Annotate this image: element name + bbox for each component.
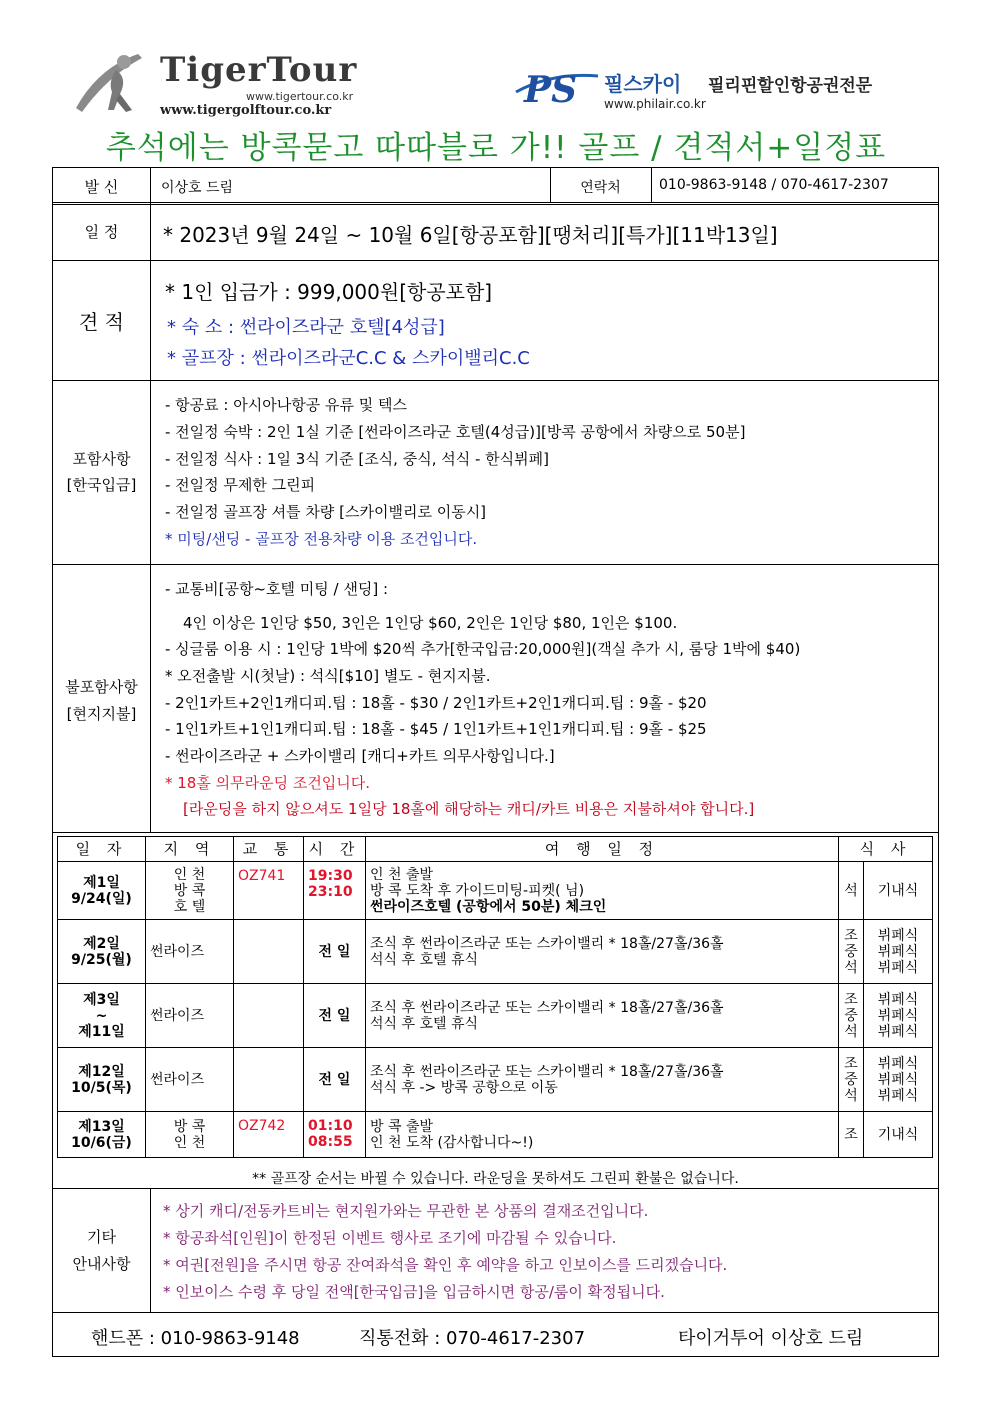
row-day: 제2일: [83, 935, 120, 952]
row-meal: 기내식: [864, 862, 933, 920]
excluded-item: 4인 이상은 1인당 $50, 3인은 1인당 $60, 2인은 1인당 $80, 1인은 $100.: [183, 614, 678, 632]
excluded-item: - 교통비[공항~호텔 미팅 / 샌딩] :: [165, 580, 389, 598]
excluded-item: - 싱글룸 이용 시 : 1인당 1박에 $20씩 추가[한국입금:20,000원](객실 추가 시, 룸당 1박에 $40): [165, 640, 801, 658]
row-date: 9/24(일): [71, 890, 132, 907]
tigergolftour-url: www.tigergolftour.co.kr: [160, 103, 332, 118]
contact-value: 010-9863-9148 / 070-4617-2307: [659, 177, 889, 193]
other-sublabel: 안내사항: [72, 1255, 131, 1273]
itinerary-header-row: [58, 837, 933, 862]
sender-label: 발 신: [84, 178, 119, 196]
row-region: 인 천: [173, 866, 206, 883]
row-plan: 방 콕 도착 후 가이드미팅-피켓( 님): [370, 882, 585, 899]
row-date: 10/6(금): [71, 1134, 132, 1151]
row-tilde: ~: [95, 1007, 108, 1024]
row-region: 호 텔: [173, 898, 206, 915]
row-plan: 인 천 도착 (감사합니다~!): [370, 1134, 534, 1151]
row-meal: 뷔페식: [877, 959, 919, 976]
excluded-item: - 썬라이즈라군 + 스카이밸리 [캐디+카트 의무사항입니다.]: [165, 747, 555, 765]
row-meal-label: 석: [844, 1023, 858, 1040]
quote-golf: * 골프장 : 썬라이즈라군C.C & 스카이밸리C.C: [167, 348, 530, 369]
excluded-label: 불포함사항: [65, 678, 138, 696]
header-region: 지 역: [146, 837, 234, 862]
row-time: 19:30: [308, 868, 353, 884]
row-day: 제13일: [78, 1118, 125, 1135]
row-region: 썬라이즈: [146, 920, 234, 984]
row-plan: 석식 후 호텔 휴식: [370, 1015, 479, 1032]
row-region: 썬라이즈: [146, 984, 234, 1048]
row-plan: 석식 후 -> 방콕 공항으로 이동: [370, 1079, 558, 1096]
row-meal-label: 조: [839, 1112, 864, 1158]
row-plan: 조식 후 썬라이즈라군 또는 스카이밸리 * 18홀/27홀/36홀: [370, 1063, 724, 1080]
row-region: 썬라이즈: [146, 1048, 234, 1112]
row-meal: 뷔페식: [877, 943, 919, 960]
ps-logo-icon: [512, 62, 602, 112]
row-plan: 조식 후 썬라이즈라군 또는 스카이밸리 * 18홀/27홀/36홀: [370, 935, 724, 952]
included-label: 포함사항: [72, 450, 131, 468]
row-region: 방 콕: [173, 882, 206, 899]
philsky-url: www.philair.co.kr: [604, 97, 706, 111]
philsky-brand: 필스카이: [604, 72, 682, 96]
tigertour-name: TigerTour: [160, 50, 358, 90]
ps-mark-text: PS: [524, 69, 578, 111]
row-flight: OZ741: [234, 862, 304, 920]
row-plan: 방 콕 출발: [370, 1118, 433, 1135]
excluded-item: - 1인1카트+1인1캐디피.팁 : 18홀 - $45 / 1인1카트+1인1캐디피.팁 : 9홀 - $25: [165, 720, 707, 738]
row-meal: 뷔페식: [877, 1055, 919, 1072]
row-meal-label: 중: [844, 1071, 858, 1088]
row-meal: 뷔페식: [877, 1087, 919, 1104]
table-row: [58, 1048, 933, 1112]
header-time: 시 간: [304, 837, 366, 862]
row-meal-label: 조: [844, 1055, 858, 1072]
other-item: * 여권[전원]을 주시면 항공 잔여좌석을 확인 후 예약을 하고 인보이스를 드리겠습니다.: [163, 1256, 728, 1274]
contact-label: 연락처: [580, 180, 621, 196]
header-day: 일 자: [58, 837, 146, 862]
row-meal-label: 중: [844, 1007, 858, 1024]
row-meal: 뷔페식: [877, 1023, 919, 1040]
footer-direct: 직통전화 : 070-4617-2307: [359, 1328, 586, 1349]
row-meal-label: 석: [844, 1087, 858, 1104]
row-date: 9/25(월): [71, 951, 132, 968]
page-title: 추석에는 방콕묻고 따따블로 가!! 골프 / 견적서+일정표: [105, 130, 887, 166]
row-plan: 썬라이즈호텔 (공항에서 50분) 체크인: [370, 898, 607, 915]
row-meal-label: 중: [844, 943, 858, 960]
row-time: 전 일: [304, 984, 366, 1048]
other-item: * 인보이스 수령 후 당일 전액[한국입금]을 입금하시면 항공/룸이 확정됩니다.: [163, 1283, 665, 1301]
schedule-value: * 2023년 9월 24일 ~ 10월 6일[항공포함][땡처리][특가][11박13일]: [163, 223, 778, 247]
row-region: 방 콕: [173, 1118, 206, 1135]
table-row: [58, 984, 933, 1048]
row-meal: 기내식: [864, 1112, 933, 1158]
row-plan: 인 천 출발: [370, 866, 433, 883]
row-meal: 뷔페식: [877, 1071, 919, 1088]
row-flight: OZ742: [234, 1112, 304, 1158]
row-date: 제11일: [78, 1023, 125, 1040]
header-meal: 식 사: [839, 837, 933, 862]
row-day: 제3일: [83, 991, 120, 1008]
footer-phone: 핸드폰 : 010-9863-9148: [91, 1328, 300, 1349]
row-meal: 뷔페식: [877, 991, 919, 1008]
row-time: 23:10: [308, 884, 353, 900]
included-item: - 전일정 숙박 : 2인 1실 기준 [썬라이즈라군 호텔(4성급)][방콕 공항에서 차량으로 50분]: [165, 423, 746, 441]
row-time: 01:10: [308, 1118, 353, 1134]
other-item: * 항공좌석[인원]이 한정된 이벤트 행사로 조기에 마감될 수 있습니다.: [163, 1229, 617, 1247]
table-row: [58, 862, 933, 920]
tigertour-logo: [68, 48, 418, 118]
quote-hotel: * 숙 소 : 썬라이즈라군 호텔[4성급]: [167, 317, 445, 338]
excluded-item: * 오전출발 시(첫날) : 석식[$10] 별도 - 현지지불.: [165, 667, 491, 685]
row-region: 인 천: [173, 1134, 206, 1151]
table-row: [58, 920, 933, 984]
row-plan: 석식 후 호텔 휴식: [370, 951, 479, 968]
row-date: 10/5(목): [71, 1079, 132, 1096]
excluded-note: * 18홀 의무라운딩 조건입니다.: [165, 774, 371, 792]
excluded-sublabel: [현지지불]: [66, 705, 137, 723]
itinerary-note: ** 골프장 순서는 바뀔 수 있습니다. 라운딩을 못하셔도 그린피 환불은 없습니다.: [252, 1171, 739, 1187]
philsky-logo: [512, 62, 932, 122]
row-time: 전 일: [304, 920, 366, 984]
included-item: - 전일정 무제한 그린피: [165, 476, 316, 494]
quote-document: [52, 167, 939, 1357]
row-time: 전 일: [304, 1048, 366, 1112]
philsky-subtitle: 필리핀할인항공권전문: [708, 76, 873, 96]
included-sublabel: [한국입금]: [66, 476, 137, 494]
row-time: 08:55: [308, 1134, 353, 1150]
row-meal-label: 조: [844, 991, 858, 1008]
included-note: * 미팅/샌딩 - 골프장 전용차량 이용 조건입니다.: [165, 530, 478, 548]
excluded-item: - 2인1카트+2인1캐디피.팁 : 18홀 - $30 / 2인1카트+2인1캐디피.팁 : 9홀 - $20: [165, 694, 707, 712]
footer-sign: 타이거투어 이상호 드림: [678, 1328, 864, 1349]
other-item: * 상기 캐디/전동카트비는 현지원가와는 무관한 본 상품의 결재조건입니다.: [163, 1202, 649, 1220]
quote-price: * 1인 입금가 : 999,000원[항공포함]: [165, 280, 493, 304]
row-meal: 뷔페식: [877, 927, 919, 944]
row-meal-label: 석: [844, 959, 858, 976]
itinerary-table: [57, 836, 932, 1151]
quote-label: 견 적: [79, 310, 124, 334]
sender-value: 이상호 드림: [161, 180, 234, 196]
table-row: [58, 1112, 933, 1158]
other-label: 기타: [87, 1228, 116, 1246]
header-transport: 교 통: [234, 837, 304, 862]
row-day: 제1일: [83, 874, 120, 891]
included-item: - 항공료 : 아시아나항공 유류 및 텍스: [165, 396, 407, 414]
included-item: - 전일정 식사 : 1일 3식 기준 [조식, 중식, 석식 - 한식뷔페]: [165, 450, 549, 468]
tigertour-url: www.tigertour.co.kr: [246, 90, 354, 103]
header-plan: 여 행 일 정: [366, 837, 839, 862]
included-item: - 전일정 골프장 셔틀 차량 [스카이밸리로 이동시]: [165, 503, 487, 521]
row-meal-label: 석: [839, 862, 864, 920]
row-day: 제12일: [78, 1063, 125, 1080]
row-plan: 조식 후 썬라이즈라군 또는 스카이밸리 * 18홀/27홀/36홀: [370, 999, 724, 1016]
excluded-note-detail: [라운딩을 하지 않으셔도 1일당 18홀에 해당하는 캐디/카트 비용은 지불하셔야 합니다.]: [183, 800, 755, 818]
row-meal: 뷔페식: [877, 1007, 919, 1024]
row-meal-label: 조: [844, 927, 858, 944]
golfer-logo-icon: [68, 48, 163, 118]
schedule-label: 일 정: [84, 223, 119, 241]
